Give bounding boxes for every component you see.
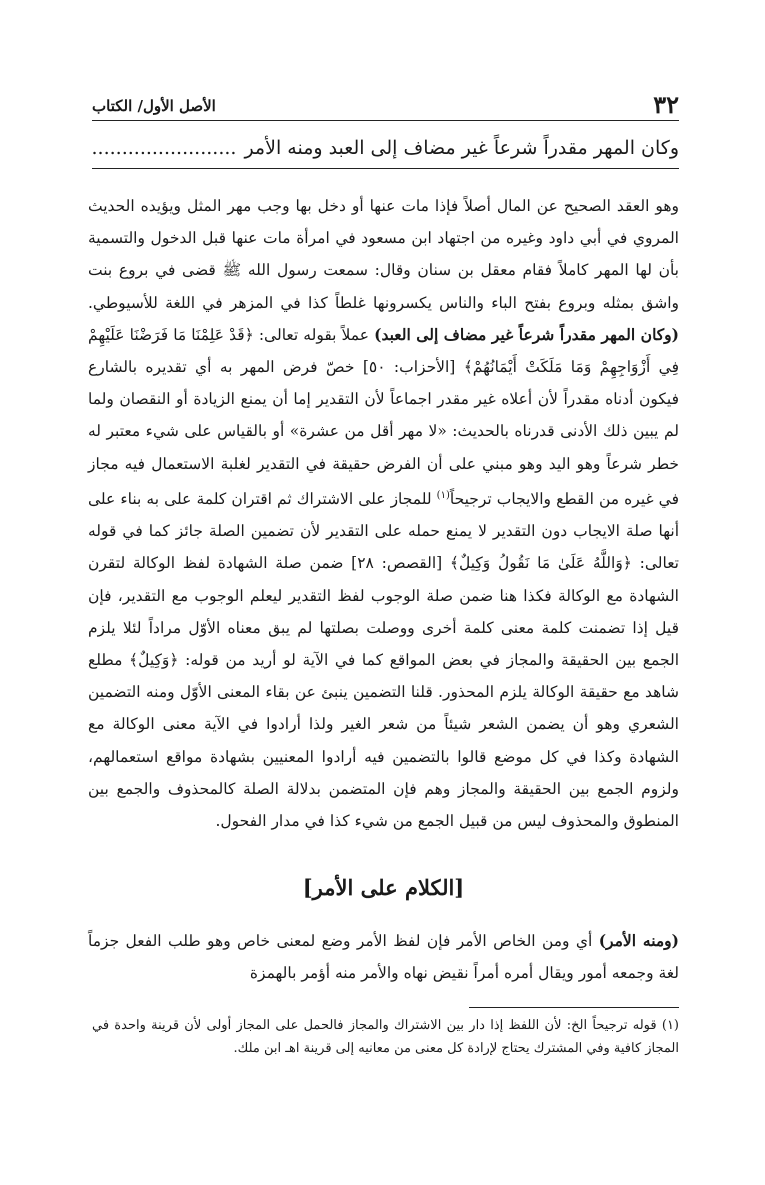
section-text: [88, 925, 679, 989]
section-bold-lead: (ومنه الأمر): [598, 931, 679, 950]
commentary-part-3: للمجاز على الاشتراك ثم اقتران كلمة على به بناء على أنها صلة الايجاب دون التقدير لا يمنع حمله على التقدير لأن تضمين الصلة جائز كما في قوله تعالى: ﴿وَاللَّهُ عَلَىٰ مَا نَقُولُ وَكِيلٌ﴾ [القصص: ٢٨] ضمن صلة الشهادة لفظ الوكالة لتقرن الشهادة مع الوكالة فكذا هنا ضمن صلة الوجوب لفظ التقدير ليعلم الوجوب مع التقدير، فإن قيل إذا تضمنت كلمة معنى كلمة أخرى ووصلت بصلتها لم يبق معناه الأوّل مراداً لئلا يلزم الجمع بين الحقيقة والمجاز في بعض المواقع كما في الآية لو أريد من قوله: ﴿وَكِيلٌ﴾ مطلع شاهد مع حقيقة الوكالة يلزم المحذور. قلنا التضمين ينبئ عن بقاء المعنى الأوّل ومنه التضمين الشعري وهو أن يضمن الشعر شيئاً من شعر الغير ولذا أرادوا في الآية معنى الوكالة مع الشهادة وكذا في كل موضع قالوا بالتضمين فيه أرادوا المعنيين بشهادة مواقع استعمالهم، ولزوم الجمع بين الحقيقة والمجاز وهم فإن المتضمن بدلالة الصلة كالمحذوف والجمع بين المنطوق والمحذوف ليس من قبيل الجمع من شيء كذا في مدار الفحول.: [88, 489, 679, 831]
commentary-bold-matn: (وكان المهر مقدراً شرعاً غير مضاف إلى العبد): [374, 324, 679, 344]
page-number: ٣٢: [653, 90, 679, 119]
matn-text: وكان المهر مقدراً شرعاً غير مضاف إلى العبد ومنه الأمر: [244, 137, 679, 159]
section-body-text: أي ومن الخاص الأمر فإن لفظ الأمر وضع لمعنى خاص وهو طلب الفعل جزماً لغة وجمعه أمور ويقال أمره أمراً نقيض نهاه والأمر منه أؤمر بالهمزة: [88, 932, 679, 982]
page-header: [92, 92, 679, 121]
commentary-part-1: وهو العقد الصحيح عن المال أصلاً فإذا مات عنها أو دخل بها وجب مهر المثل ويؤيده الحديث المروي في أبي داود وغيره من اجتهاد ابن مسعود في امرأة مات عنها قبل الدخول والتسمية بأن لها المهر كاملاً فقام معقل بن سنان وقال: سمعت رسول الله ﷺ قضى في بروع بنت واشق بمثله وبروع بفتح الباء والناس يكسرونها غلطاً كذا في المزهر في اللغة للأسيوطي.: [88, 197, 679, 312]
running-title: الأصل الأول/ الكتاب: [92, 97, 216, 115]
matn-dots: ........................: [92, 137, 237, 159]
footnote-marker: (١): [436, 489, 450, 501]
commentary-text: [88, 190, 679, 837]
commentary-part-2: عملاً بقوله تعالى: ﴿قَدْ عَلِمْنَا مَا فَرَضْنَا عَلَيْهِمْ فِي أَزْوَاجِهِمْ وَمَا مَلَكَتْ أَيْمَانُهُمْ﴾ [الأحزاب: ٥٠] خصّ فرض المهر به أي تقديره بالشارع فيكون أدناه مقدراً لأن أعلاه غير مقدر اجماعاً لأن التقدير إما أن يمنع الزيادة أو النقصان ولما لم يبين ذلك الأدنى قدرناه بالحديث: «لا مهر أقل من عشرة» أو بالقياس على شيء معتبر له خطر شرعاً وهو اليد وهو مبني على أن الفرض حقيقة في التقدير لغلبة الاستعمال فيه مجاز في غيره من القطع والايجاب ترجيحاً: [88, 325, 679, 508]
section-heading: [الكلام على الأمر]: [302, 875, 465, 900]
footnote: (١) قوله ترجيحاً الخ: لأن اللفظ إذا دار بين الاشتراك والمجاز فالحمل على المجاز أولى لأن قرينة واحدة في المجاز كافية وفي المشترك يحتاج لإرادة كل معنى من معانيه إلى قرينة اهـ ابن ملك.: [92, 1018, 679, 1056]
footnote-divider: [469, 1007, 679, 1008]
matn-line: [92, 128, 679, 169]
